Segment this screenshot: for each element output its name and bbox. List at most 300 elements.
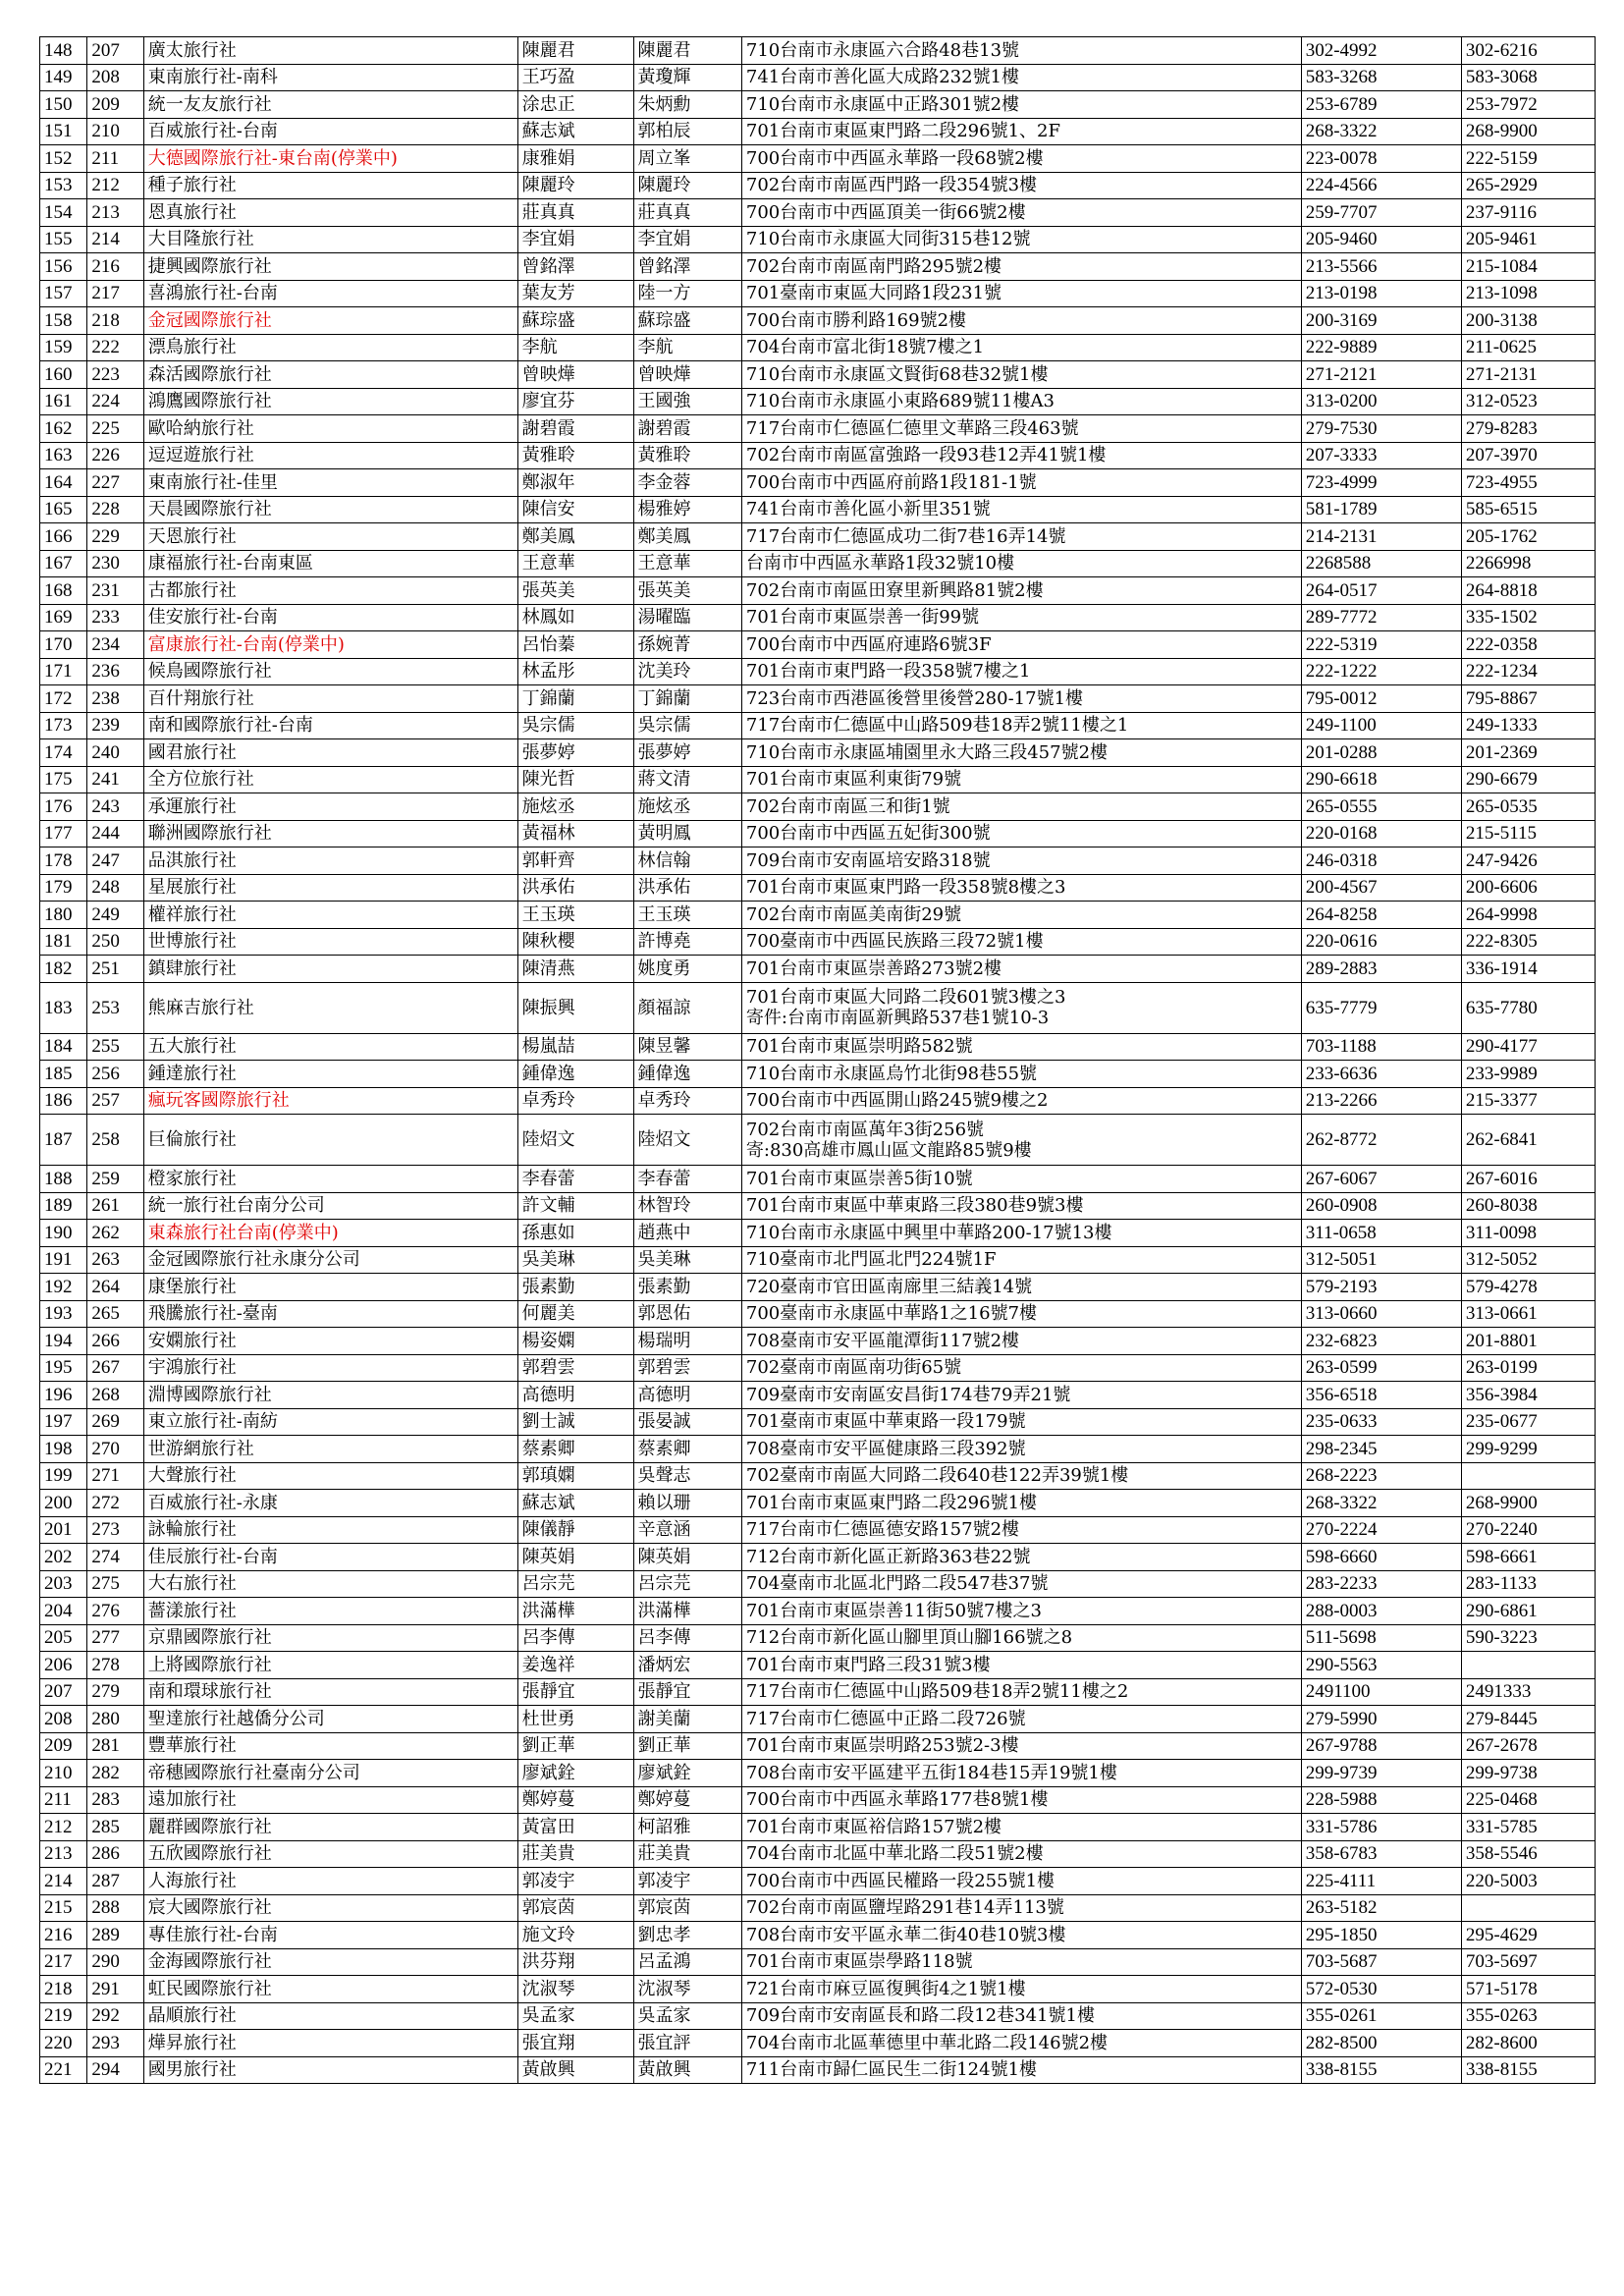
address-line: 700台南市勝利路169號2樓 (745, 309, 967, 331)
fax-cell: 311-0098 (1461, 1220, 1595, 1247)
row-index-cell: 200 (40, 1490, 87, 1517)
owner-cell: 張素勤 (517, 1274, 633, 1301)
address-line: 710台南市永康區六合路48巷13號 (745, 39, 1020, 61)
agency-name-cell: 佳辰旅行社-台南 (143, 1544, 517, 1571)
table-row (40, 2056, 1596, 2084)
fax-cell: 262-6841 (1461, 1115, 1595, 1166)
registration-number-cell: 207 (87, 37, 143, 65)
address-cell (741, 712, 1301, 739)
agency-name-cell: 恩真旅行社 (143, 199, 517, 227)
row-index-cell: 220 (40, 2030, 87, 2057)
table-row (40, 820, 1596, 847)
table-row (40, 1354, 1596, 1382)
registration-number-cell: 267 (87, 1354, 143, 1382)
owner-cell: 鍾偉逸 (517, 1061, 633, 1088)
address-cell (741, 1922, 1301, 1949)
owner-cell: 吳宗儒 (517, 712, 633, 739)
row-index-cell: 211 (40, 1786, 87, 1814)
owner-cell: 林鳳如 (517, 604, 633, 631)
registration-number-cell: 256 (87, 1061, 143, 1088)
address-line: 700台南市中西區五妃街300號 (745, 823, 991, 845)
row-index-cell: 205 (40, 1624, 87, 1652)
owner-cell: 施文玲 (517, 1922, 633, 1949)
address-line: 701台南市東區東門路二段296號1、2F (745, 121, 1060, 142)
phone-cell: 270-2224 (1301, 1516, 1461, 1544)
address-line: 709台南市安南區培安路318號 (745, 849, 991, 871)
fax-cell: 583-3068 (1461, 64, 1595, 91)
registration-number-cell: 213 (87, 199, 143, 227)
manager-cell: 湯曜臨 (633, 604, 741, 631)
table-row (40, 902, 1596, 929)
agency-name-cell: 品淇旅行社 (143, 847, 517, 875)
registration-number-cell: 208 (87, 64, 143, 91)
registration-number-cell: 214 (87, 226, 143, 253)
table-row (40, 1922, 1596, 1949)
address-cell (741, 1840, 1301, 1868)
table-row (40, 2030, 1596, 2057)
registration-number-cell: 279 (87, 1678, 143, 1706)
row-index-cell: 148 (40, 37, 87, 65)
owner-cell: 葉友芳 (517, 280, 633, 307)
row-index-cell: 203 (40, 1570, 87, 1598)
owner-cell: 黃福林 (517, 820, 633, 847)
agency-name-cell: 橙家旅行社 (143, 1166, 517, 1193)
manager-cell: 曾銘澤 (633, 253, 741, 281)
manager-cell: 黃雅聆 (633, 442, 741, 469)
owner-cell: 黃啟興 (517, 2056, 633, 2084)
owner-cell: 洪承佑 (517, 874, 633, 902)
phone-cell: 723-4999 (1301, 469, 1461, 497)
owner-cell: 陳振興 (517, 982, 633, 1033)
registration-number-cell: 281 (87, 1732, 143, 1760)
table-row (40, 442, 1596, 469)
address-line: 712台南市新化區山腳里頂山腳166號之8 (745, 1627, 1073, 1649)
row-index-cell: 159 (40, 334, 87, 361)
manager-cell: 蔣文清 (633, 766, 741, 793)
row-index-cell: 194 (40, 1328, 87, 1355)
fax-cell: 336-1914 (1461, 956, 1595, 983)
agency-name-cell: 五欣國際旅行社 (143, 1840, 517, 1868)
table-row (40, 1436, 1596, 1463)
address-line: 711台南市歸仁區民生二街124號1樓 (745, 2059, 1038, 2081)
owner-cell: 涂忠正 (517, 91, 633, 119)
agency-name-cell: 遠加旅行社 (143, 1786, 517, 1814)
owner-cell: 張夢婷 (517, 739, 633, 767)
address-cell (741, 1061, 1301, 1088)
agency-name-cell: 康堡旅行社 (143, 1274, 517, 1301)
owner-cell: 李航 (517, 334, 633, 361)
address-line: 710台南市永康區文賢街68巷32號1樓 (745, 363, 1049, 385)
registration-number-cell: 251 (87, 956, 143, 983)
manager-cell: 吳孟家 (633, 2002, 741, 2030)
fax-cell: 313-0661 (1461, 1300, 1595, 1328)
manager-cell: 張宜評 (633, 2030, 741, 2057)
phone-cell: 302-4992 (1301, 37, 1461, 65)
agency-name-cell: 漂鳥旅行社 (143, 334, 517, 361)
fax-cell: 207-3970 (1461, 442, 1595, 469)
registration-number-cell: 275 (87, 1570, 143, 1598)
table-row (40, 496, 1596, 523)
address-cell (741, 577, 1301, 605)
address-cell (741, 1490, 1301, 1517)
table-row (40, 982, 1596, 1033)
agency-name-cell: 金海國際旅行社 (143, 1948, 517, 1976)
table-row (40, 1976, 1596, 2003)
owner-cell: 劉正華 (517, 1732, 633, 1760)
phone-cell: 263-5182 (1301, 1894, 1461, 1922)
table-row (40, 172, 1596, 199)
agency-name-cell: 全方位旅行社 (143, 766, 517, 793)
owner-cell: 郭宸茵 (517, 1894, 633, 1922)
agency-name-cell: 飛騰旅行社-臺南 (143, 1300, 517, 1328)
address-line: 704台南市富北街18號7樓之1 (745, 337, 985, 358)
row-index-cell: 189 (40, 1192, 87, 1220)
address-cell (741, 1274, 1301, 1301)
phone-cell: 2491100 (1301, 1678, 1461, 1706)
fax-cell (1461, 1462, 1595, 1490)
owner-cell: 陳信安 (517, 496, 633, 523)
row-index-cell: 155 (40, 226, 87, 253)
fax-cell: 338-8155 (1461, 2056, 1595, 2084)
address-cell (741, 1436, 1301, 1463)
owner-cell: 楊姿嫻 (517, 1328, 633, 1355)
address-cell (741, 1652, 1301, 1679)
address-cell (741, 1354, 1301, 1382)
row-index-cell: 196 (40, 1382, 87, 1409)
registration-number-cell: 286 (87, 1840, 143, 1868)
address-line: 702台南市南區三和街1號 (745, 795, 950, 817)
table-row (40, 1115, 1596, 1166)
fax-cell: 282-8600 (1461, 2030, 1595, 2057)
row-index-cell: 160 (40, 361, 87, 389)
agency-name-cell: 大聲旅行社 (143, 1462, 517, 1490)
table-row (40, 1328, 1596, 1355)
address-line: 710台南市永康區烏竹北街98巷55號 (745, 1063, 1038, 1084)
address-line: 700台南市中西區府前路1段181-1號 (745, 471, 1037, 493)
table-body (40, 37, 1596, 2084)
phone-cell: 264-0517 (1301, 577, 1461, 605)
phone-cell: 213-5566 (1301, 253, 1461, 281)
row-index-cell: 182 (40, 956, 87, 983)
owner-cell: 丁錦蘭 (517, 685, 633, 713)
owner-cell: 王玉瑛 (517, 902, 633, 929)
manager-cell: 郭凌宇 (633, 1868, 741, 1895)
manager-cell: 丁錦蘭 (633, 685, 741, 713)
row-index-cell: 208 (40, 1706, 87, 1733)
manager-cell: 鄭婷蔓 (633, 1786, 741, 1814)
row-index-cell: 179 (40, 874, 87, 902)
owner-cell: 鄭淑年 (517, 469, 633, 497)
agency-name-cell: 鎮肆旅行社 (143, 956, 517, 983)
agency-name-cell: 京鼎國際旅行社 (143, 1624, 517, 1652)
manager-cell: 劉正華 (633, 1732, 741, 1760)
fax-cell: 331-5785 (1461, 1814, 1595, 1841)
phone-cell: 283-2233 (1301, 1570, 1461, 1598)
row-index-cell: 154 (40, 199, 87, 227)
phone-cell: 222-5319 (1301, 631, 1461, 659)
phone-cell: 511-5698 (1301, 1624, 1461, 1652)
table-row (40, 1166, 1596, 1193)
manager-cell: 朱炳勳 (633, 91, 741, 119)
registration-number-cell: 249 (87, 902, 143, 929)
fax-cell: 215-1084 (1461, 253, 1595, 281)
phone-cell: 2268588 (1301, 550, 1461, 577)
address-line: 717台南市仁德區成功二街7巷16弄14號 (745, 525, 1066, 547)
fax-cell: 290-6679 (1461, 766, 1595, 793)
registration-number-cell: 224 (87, 388, 143, 415)
agency-name-cell: 燁昇旅行社 (143, 2030, 517, 2057)
address-line: 704台南市北區中華北路二段51號2樓 (745, 1843, 1044, 1865)
address-cell (741, 1570, 1301, 1598)
owner-cell: 陸炤文 (517, 1115, 633, 1166)
row-index-cell: 169 (40, 604, 87, 631)
owner-cell: 李春蕾 (517, 1166, 633, 1193)
address-cell (741, 631, 1301, 659)
address-cell (741, 1382, 1301, 1409)
fax-cell: 2491333 (1461, 1678, 1595, 1706)
fax-cell: 215-5115 (1461, 820, 1595, 847)
manager-cell: 辛意涵 (633, 1516, 741, 1544)
registration-number-cell: 290 (87, 1948, 143, 1976)
agency-name-cell: 天恩旅行社 (143, 523, 517, 551)
manager-cell: 蘇琮盛 (633, 307, 741, 335)
address-cell (741, 982, 1301, 1033)
address-cell (741, 199, 1301, 227)
table-row (40, 1382, 1596, 1409)
registration-number-cell: 255 (87, 1033, 143, 1061)
registration-number-cell: 211 (87, 145, 143, 173)
table-row (40, 307, 1596, 335)
manager-cell: 廖斌銓 (633, 1760, 741, 1787)
address-cell (741, 874, 1301, 902)
table-row (40, 388, 1596, 415)
table-row (40, 1408, 1596, 1436)
row-index-cell: 175 (40, 766, 87, 793)
row-index-cell: 207 (40, 1678, 87, 1706)
phone-cell: 220-0168 (1301, 820, 1461, 847)
registration-number-cell: 289 (87, 1922, 143, 1949)
address-cell (741, 118, 1301, 145)
manager-cell: 張靜宜 (633, 1678, 741, 1706)
address-line: 702臺南市南區南功街65號 (745, 1357, 962, 1379)
registration-number-cell: 280 (87, 1706, 143, 1733)
address-cell (741, 523, 1301, 551)
owner-cell: 廖斌銓 (517, 1760, 633, 1787)
fax-cell: 312-5052 (1461, 1246, 1595, 1274)
agency-name-cell: 世游網旅行社 (143, 1436, 517, 1463)
registration-number-cell: 218 (87, 307, 143, 335)
row-index-cell: 195 (40, 1354, 87, 1382)
phone-cell: 235-0633 (1301, 1408, 1461, 1436)
owner-cell: 陳麗君 (517, 37, 633, 65)
fax-cell: 267-2678 (1461, 1732, 1595, 1760)
agency-name-cell: 世博旅行社 (143, 928, 517, 956)
address-cell (741, 1894, 1301, 1922)
phone-cell: 225-4111 (1301, 1868, 1461, 1895)
agency-name-cell: 東南旅行社-佳里 (143, 469, 517, 497)
agency-name-cell: 候鳥國際旅行社 (143, 658, 517, 685)
address-line: 741台南市善化區小新里351號 (745, 499, 991, 520)
address-cell (741, 1462, 1301, 1490)
address-line: 701台南市東區崇明路253號2-3樓 (745, 1735, 1019, 1757)
phone-cell: 338-8155 (1301, 2056, 1461, 2084)
phone-cell: 200-4567 (1301, 874, 1461, 902)
owner-cell: 洪芬翔 (517, 1948, 633, 1976)
fax-cell: 267-6016 (1461, 1166, 1595, 1193)
phone-cell: 583-3268 (1301, 64, 1461, 91)
fax-cell: 598-6661 (1461, 1544, 1595, 1571)
address-line: 712台南市新化區正新路363巷22號 (745, 1546, 1031, 1567)
phone-cell: 201-0288 (1301, 739, 1461, 767)
row-index-cell: 218 (40, 1976, 87, 2003)
address-cell (741, 1087, 1301, 1115)
address-line: 710台南市永康區小東路689號11樓A3 (745, 391, 1055, 412)
agency-name-cell: 富康旅行社-台南(停業中) (143, 631, 517, 659)
owner-cell: 黃富田 (517, 1814, 633, 1841)
fax-cell: 312-0523 (1461, 388, 1595, 415)
phone-cell: 214-2131 (1301, 523, 1461, 551)
owner-cell: 鄭美鳳 (517, 523, 633, 551)
owner-cell: 陳光哲 (517, 766, 633, 793)
phone-cell: 233-6636 (1301, 1061, 1461, 1088)
manager-cell: 黃明鳳 (633, 820, 741, 847)
manager-cell: 賴以珊 (633, 1490, 741, 1517)
phone-cell: 298-2345 (1301, 1436, 1461, 1463)
row-index-cell: 221 (40, 2056, 87, 2084)
fax-cell: 579-4278 (1461, 1274, 1595, 1301)
fax-cell: 233-9989 (1461, 1061, 1595, 1088)
address-cell (741, 604, 1301, 631)
registration-number-cell: 226 (87, 442, 143, 469)
manager-cell: 李航 (633, 334, 741, 361)
row-index-cell: 212 (40, 1814, 87, 1841)
fax-cell: 265-0535 (1461, 793, 1595, 821)
row-index-cell: 157 (40, 280, 87, 307)
table-row (40, 1598, 1596, 1625)
agency-name-cell: 大德國際旅行社-東台南(停業中) (143, 145, 517, 173)
address-line: 741台南市善化區大成路232號1樓 (745, 67, 1020, 88)
table-row (40, 334, 1596, 361)
phone-cell: 579-2193 (1301, 1274, 1461, 1301)
manager-cell: 謝碧霞 (633, 415, 741, 443)
address-cell (741, 1115, 1301, 1166)
table-row (40, 766, 1596, 793)
agency-name-cell: 喜鴻旅行社-台南 (143, 280, 517, 307)
table-row (40, 1868, 1596, 1895)
agency-name-cell: 安嫻旅行社 (143, 1328, 517, 1355)
manager-cell: 張素勤 (633, 1274, 741, 1301)
row-index-cell: 150 (40, 91, 87, 119)
row-index-cell: 178 (40, 847, 87, 875)
address-cell (741, 415, 1301, 443)
phone-cell: 635-7779 (1301, 982, 1461, 1033)
owner-cell: 廖宜芬 (517, 388, 633, 415)
row-index-cell: 172 (40, 685, 87, 713)
table-row (40, 658, 1596, 685)
owner-cell: 劉士誠 (517, 1408, 633, 1436)
registration-number-cell: 274 (87, 1544, 143, 1571)
phone-cell: 279-7530 (1301, 415, 1461, 443)
registration-number-cell: 283 (87, 1786, 143, 1814)
registration-number-cell: 223 (87, 361, 143, 389)
row-index-cell: 197 (40, 1408, 87, 1436)
travel-agency-table (39, 36, 1596, 2084)
row-index-cell: 214 (40, 1868, 87, 1895)
manager-cell: 張晏誠 (633, 1408, 741, 1436)
phone-cell: 295-1850 (1301, 1922, 1461, 1949)
owner-cell: 陳英娟 (517, 1544, 633, 1571)
owner-cell: 曾映燁 (517, 361, 633, 389)
address-cell (741, 1678, 1301, 1706)
table-row (40, 1678, 1596, 1706)
registration-number-cell: 282 (87, 1760, 143, 1787)
registration-number-cell: 277 (87, 1624, 143, 1652)
address-cell (741, 1300, 1301, 1328)
table-row (40, 928, 1596, 956)
agency-name-cell: 百什翔旅行社 (143, 685, 517, 713)
row-index-cell: 151 (40, 118, 87, 145)
fax-cell: 211-0625 (1461, 334, 1595, 361)
phone-cell: 313-0200 (1301, 388, 1461, 415)
table-row (40, 793, 1596, 821)
table-row (40, 1840, 1596, 1868)
manager-cell: 蔡素卿 (633, 1436, 741, 1463)
agency-name-cell: 國男旅行社 (143, 2056, 517, 2084)
fax-cell: 220-5003 (1461, 1868, 1595, 1895)
registration-number-cell: 250 (87, 928, 143, 956)
registration-number-cell: 293 (87, 2030, 143, 2057)
table-row (40, 1087, 1596, 1115)
fax-cell: 201-2369 (1461, 739, 1595, 767)
table-row (40, 199, 1596, 227)
agency-name-cell: 佳安旅行社-台南 (143, 604, 517, 631)
row-index-cell: 210 (40, 1760, 87, 1787)
registration-number-cell: 216 (87, 253, 143, 281)
manager-cell: 莊美貴 (633, 1840, 741, 1868)
phone-cell: 581-1789 (1301, 496, 1461, 523)
manager-cell: 孫婉菁 (633, 631, 741, 659)
manager-cell: 陳麗君 (633, 37, 741, 65)
registration-number-cell: 230 (87, 550, 143, 577)
agency-name-cell: 天晨國際旅行社 (143, 496, 517, 523)
phone-cell: 289-7772 (1301, 604, 1461, 631)
address-cell (741, 1598, 1301, 1625)
table-row (40, 1033, 1596, 1061)
phone-cell: 312-5051 (1301, 1246, 1461, 1274)
fax-cell: 290-6861 (1461, 1598, 1595, 1625)
fax-cell: 635-7780 (1461, 982, 1595, 1033)
table-row (40, 1192, 1596, 1220)
address-line: 701台南市東區東門路二段296號1樓 (745, 1492, 1038, 1513)
agency-name-cell: 南和國際旅行社-台南 (143, 712, 517, 739)
row-index-cell: 188 (40, 1166, 87, 1193)
table-row (40, 956, 1596, 983)
table-row (40, 1948, 1596, 1976)
manager-cell: 張夢婷 (633, 739, 741, 767)
address-line: 702台南市南區西門路一段354號3樓 (745, 175, 1038, 196)
fax-cell: 271-2131 (1461, 361, 1595, 389)
phone-cell: 224-4566 (1301, 172, 1461, 199)
table-row (40, 1274, 1596, 1301)
row-index-cell: 190 (40, 1220, 87, 1247)
address-cell (741, 1220, 1301, 1247)
owner-cell: 王意華 (517, 550, 633, 577)
agency-name-cell: 百威旅行社-台南 (143, 118, 517, 145)
registration-number-cell: 269 (87, 1408, 143, 1436)
row-index-cell: 185 (40, 1061, 87, 1088)
agency-name-cell: 百威旅行社-永康 (143, 1490, 517, 1517)
manager-cell: 王國強 (633, 388, 741, 415)
